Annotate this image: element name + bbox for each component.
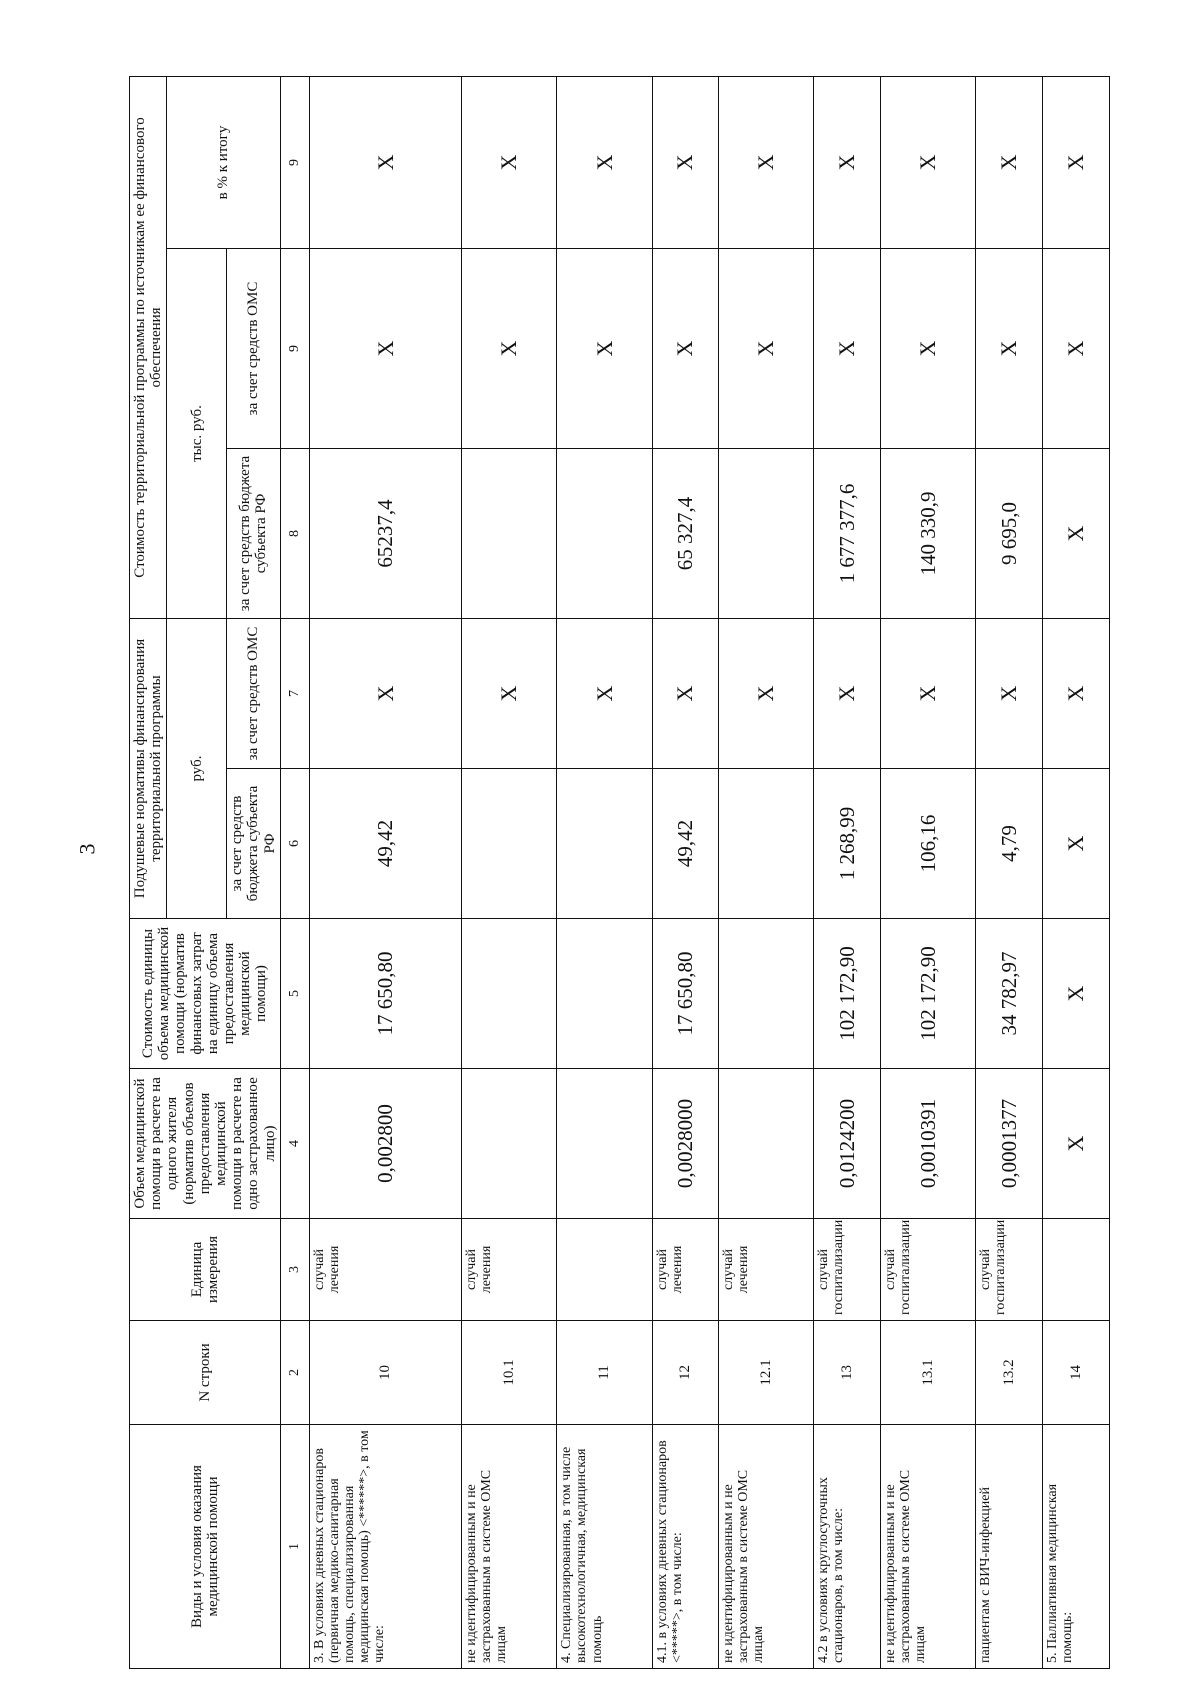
row-unit: случай лечения [462,1219,557,1321]
header-per-capita-budget: за счет средств бюджета субъекта РФ [227,769,281,919]
row-volume: 0,0028000 [652,1069,719,1219]
row-description: 4. Специализированная, в том числе высокотехнологичная, медицинская помощь [557,1425,652,1669]
header-per-capita-oms: за счет средств ОМС [227,618,281,768]
table-row [309,76,461,1668]
row-line-number: 11 [557,1321,652,1425]
row-description: пациентам с ВИЧ-инфекцией [976,1425,1043,1669]
row-total-budget: 65237,4 [309,448,461,618]
row-percent: Х [976,76,1043,248]
row-per-capita-oms: Х [462,618,557,768]
row-per-capita-oms: Х [976,618,1043,768]
row-total-budget: Х [1042,448,1109,618]
row-cost [462,919,557,1069]
table-row [976,76,1043,1668]
row-per-capita-oms: Х [557,618,652,768]
row-percent: Х [814,76,881,248]
header-total-budget: за счет средств бюджета субъекта РФ [227,448,281,618]
column-number-1: 1 [280,1425,309,1669]
table-row [881,76,976,1668]
row-per-capita-budget: 106,16 [881,769,976,919]
row-line-number: 13.2 [976,1321,1043,1425]
row-volume: 0,002800 [309,1069,461,1219]
row-total-budget: 65 327,4 [652,448,719,618]
table-row [719,76,814,1668]
medical-care-cost-table [129,76,1110,1669]
row-percent: Х [462,76,557,248]
row-line-number: 10 [309,1321,461,1425]
row-per-capita-oms: Х [652,618,719,768]
row-total-oms: Х [719,248,814,448]
row-percent: Х [557,76,652,248]
header-line-number: N строки [130,1321,281,1425]
header-percent-total: в % к итогу [167,76,280,248]
row-per-capita-oms: Х [309,618,461,768]
row-per-capita-budget: Х [1042,769,1109,919]
row-total-oms: Х [652,248,719,448]
column-number-3: 3 [280,1219,309,1321]
column-number-8: 8 [280,448,309,618]
row-volume: Х [1042,1069,1109,1219]
row-unit [557,1219,652,1321]
row-total-budget [557,448,652,618]
row-total-oms: Х [881,248,976,448]
row-cost [557,919,652,1069]
row-line-number: 13 [814,1321,881,1425]
column-number-4: 4 [280,1069,309,1219]
row-cost: 34 782,97 [976,919,1043,1069]
row-total-oms: Х [976,248,1043,448]
header-total-oms: за счет средств ОМС [227,248,281,448]
row-description: 5. Паллиативная медицинская помощь: [1042,1425,1109,1669]
row-percent: Х [652,76,719,248]
row-percent: Х [1042,76,1109,248]
row-unit [1042,1219,1109,1321]
column-number-6: 6 [280,769,309,919]
row-line-number: 13.1 [881,1321,976,1425]
row-volume [719,1069,814,1219]
row-per-capita-oms: Х [1042,618,1109,768]
row-cost: 17 650,80 [309,919,461,1069]
row-description: не идентифицированным и не застрахованным в системе ОМС лицам [462,1425,557,1669]
row-per-capita-oms: Х [881,618,976,768]
row-line-number: 12.1 [719,1321,814,1425]
row-total-oms: Х [814,248,881,448]
column-number-10: 9 [280,76,309,248]
row-line-number: 14 [1042,1321,1109,1425]
header-volume-per-resident: Объем медицинской помощи в расчете на одного жителя (норматив объемов предоставления медицинской помощи в расчете на одно застрахованное лицо) [130,1069,281,1219]
header-rub: руб. [167,618,227,918]
row-per-capita-oms: Х [719,618,814,768]
row-cost: 102 172,90 [881,919,976,1069]
header-kinds-conditions: Виды и условия оказания медицинской помощи [130,1425,281,1669]
row-unit: случай лечения [309,1219,461,1321]
row-unit: случай госпитализации [881,1219,976,1321]
row-total-budget: 140 330,9 [881,448,976,618]
row-description: 4.1. в условиях дневных стационаров <*****>, в том числе: [652,1425,719,1669]
header-per-capita-norms: Подушевые нормативы финансирования территориальной программы [130,618,167,918]
column-number-7: 7 [280,618,309,768]
row-per-capita-budget: 49,42 [309,769,461,919]
table-row [814,76,881,1668]
row-total-budget: 1 677 377,6 [814,448,881,618]
row-unit: случай лечения [652,1219,719,1321]
row-description: не идентифицированным и не застрахованным в системе ОМС лицам [719,1425,814,1669]
row-volume: 0,0124200 [814,1069,881,1219]
row-percent: Х [719,76,814,248]
row-per-capita-budget [557,769,652,919]
row-volume [462,1069,557,1219]
rotated-table-sheet [129,77,1088,1669]
row-volume: 0,0001377 [976,1069,1043,1219]
row-total-oms: Х [309,248,461,448]
column-number-row [280,76,309,1668]
row-unit: случай госпитализации [976,1219,1043,1321]
page-number: 3 [74,843,100,855]
row-description: 3. В условиях дневных стационаров (первичная медико-санитарная помощь, специализированная медицинская помощь) <******>, в том числе: [309,1425,461,1669]
column-number-2: 2 [280,1321,309,1425]
table-row [462,76,557,1668]
row-total-oms: Х [557,248,652,448]
row-volume: 0,0010391 [881,1069,976,1219]
table-row [557,76,652,1668]
row-volume [557,1069,652,1219]
row-description: не идентифицированным и не застрахованным в системе ОМС лицам [881,1425,976,1669]
table-row [652,76,719,1668]
row-total-oms: Х [462,248,557,448]
row-per-capita-budget: 1 268,99 [814,769,881,919]
row-description: 4.2 в условиях круглосуточных стационаров, в том числе: [814,1425,881,1669]
header-program-cost: Стоимость территориальной программы по источникам ее финансового обеспечения [130,76,167,618]
header-thousand-rub: тыс. руб. [167,248,227,618]
row-per-capita-budget [462,769,557,919]
table-row [1042,76,1109,1668]
row-total-budget [719,448,814,618]
row-per-capita-oms: Х [814,618,881,768]
row-unit: случай госпитализации [814,1219,881,1321]
row-per-capita-budget: 49,42 [652,769,719,919]
header-unit: Единица измерения [130,1219,281,1321]
row-percent: Х [881,76,976,248]
row-total-budget [462,448,557,618]
row-total-oms: Х [1042,248,1109,448]
row-line-number: 12 [652,1321,719,1425]
column-number-9: 9 [280,248,309,448]
row-percent: Х [309,76,461,248]
row-per-capita-budget: 4,79 [976,769,1043,919]
row-unit: случай лечения [719,1219,814,1321]
row-per-capita-budget [719,769,814,919]
row-line-number: 10.1 [462,1321,557,1425]
row-cost: 17 650,80 [652,919,719,1069]
header-unit-cost: Стоимость единицы объема медицинской помощи (норматив финансовых затрат на единицу объема предоставления медицинской помощи) [130,919,281,1069]
row-cost: Х [1042,919,1109,1069]
row-total-budget: 9 695,0 [976,448,1043,618]
row-cost: 102 172,90 [814,919,881,1069]
column-number-5: 5 [280,919,309,1069]
row-cost [719,919,814,1069]
